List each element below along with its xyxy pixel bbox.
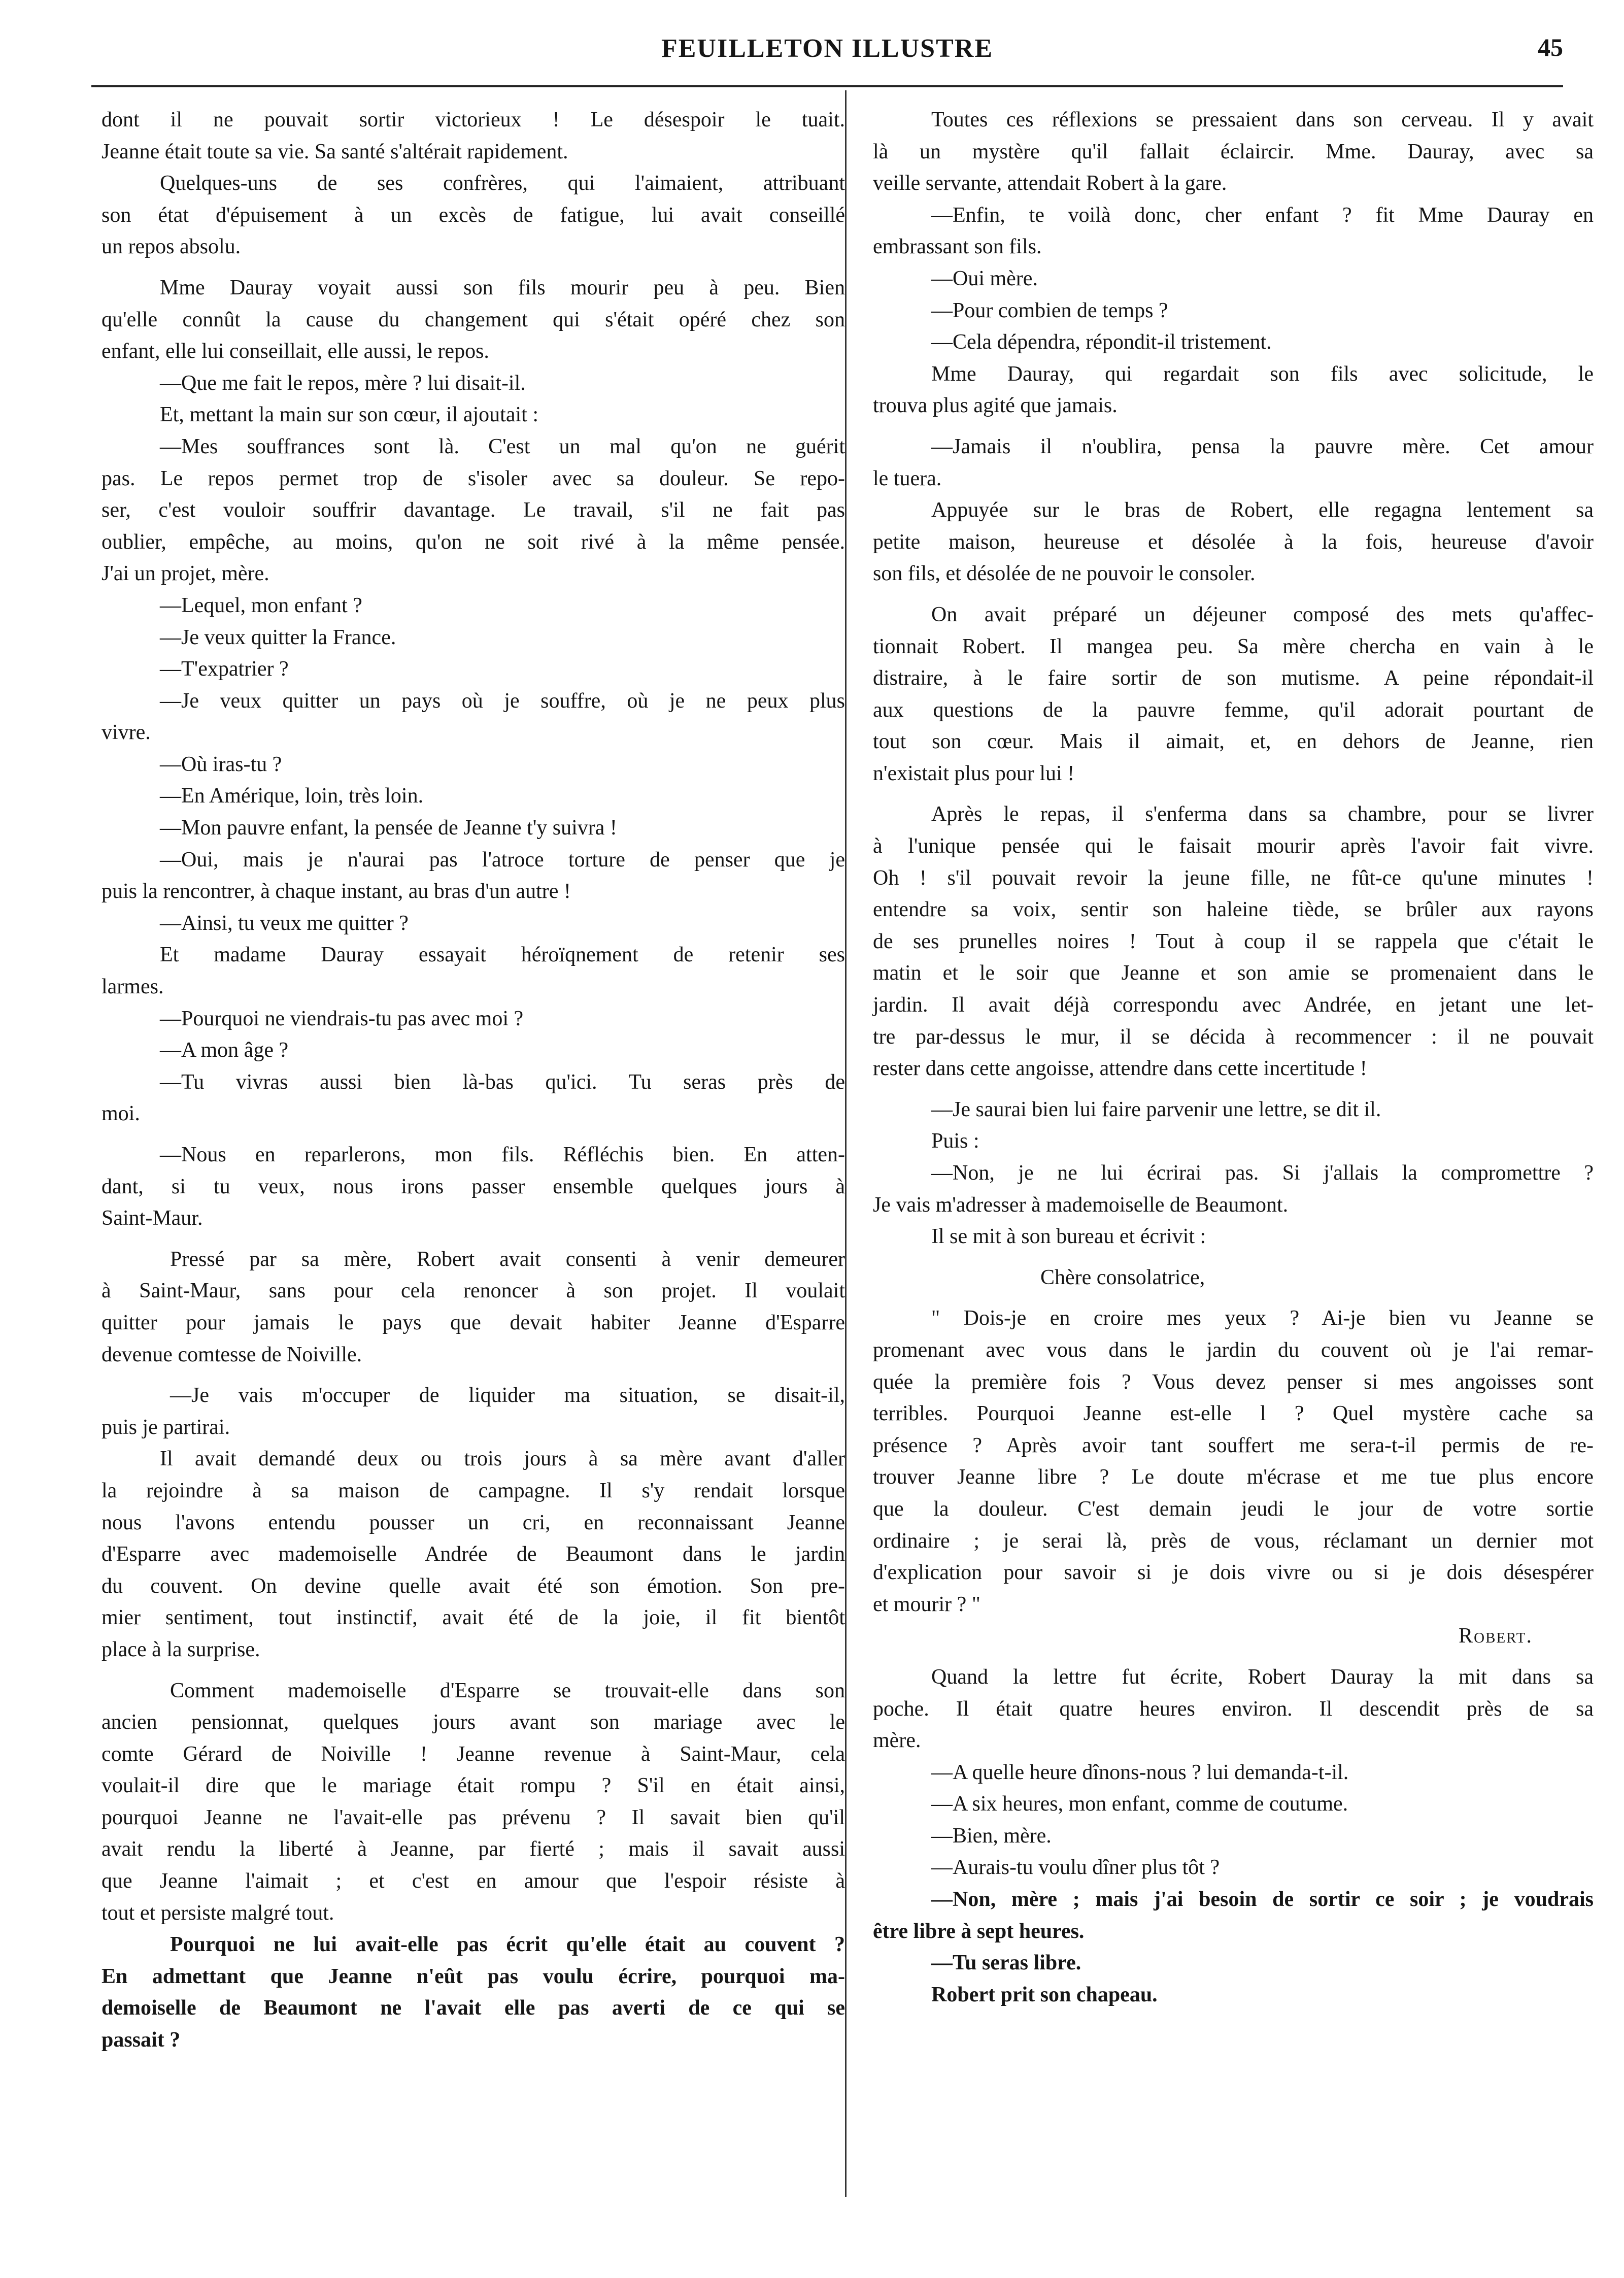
text-line: —Tu vivras aussi bien là-bas qu'ici. Tu seras près de (160, 1070, 845, 1094)
text-line: —Pour combien de temps ? (931, 298, 1168, 322)
header-rule (91, 85, 1563, 87)
text-line: du couvent. On devine quelle avait été son émotion. Son pre- (101, 1574, 845, 1598)
text-line: Je vais m'adresser à mademoiselle de Beaumont. (873, 1193, 1289, 1217)
text-line: —Où iras-tu ? (160, 752, 282, 776)
text-line: place à la surprise. (101, 1637, 260, 1661)
text-line: tre par-dessus le mur, il se décida à recommencer : il ne pouvait (873, 1025, 1594, 1049)
text-line: entendre sa voix, sentir son haleine tiède, se brûler aux rayons (873, 898, 1594, 922)
right-column (873, 104, 1594, 2011)
page-header (91, 29, 1563, 75)
text-line: quitter pour jamais le pays que devait habiter Jeanne d'Esparre (101, 1311, 845, 1334)
text-line: terribles. Pourquoi Jeanne est-elle l ? Quel mystère cache sa (873, 1402, 1594, 1426)
text-line: —Je veux quitter un pays où je souffre, où je ne peux plus (160, 689, 845, 713)
text-line: veille servante, attendait Robert à la gare. (873, 172, 1227, 195)
text-line: dont il ne pouvait sortir victorieux ! Le désespoir le tuait. (101, 108, 845, 131)
letter-signature: Robert. (1459, 1624, 1533, 1648)
text-line: jardin. Il avait déjà correspondu avec Andrée, en jetant une let- (873, 993, 1594, 1017)
text-line: tout et persiste malgré tout. (101, 1901, 334, 1925)
text-line: un repos absolu. (101, 235, 241, 259)
text-line: que la douleur. C'est demain jeudi le jour de votre sortie (873, 1497, 1594, 1521)
text-line: Robert prit son chapeau. (931, 1983, 1158, 2006)
text-line: Mme Dauray, qui regardait son fils avec solicitude, le (931, 362, 1594, 386)
text-line: —Je veux quitter la France. (160, 625, 396, 649)
text-line: demoiselle de Beaumont ne l'avait elle pas averti de ce qui se (101, 1996, 845, 2020)
text-line: et mourir ? " (873, 1592, 980, 1616)
text-line: —Lequel, mon enfant ? (160, 593, 362, 617)
text-line: —T'expatrier ? (160, 657, 289, 681)
text-line: —Non, mère ; mais j'ai besoin de sortir ce soir ; je voudrais (931, 1888, 1594, 1912)
text-line: que Jeanne l'aimait ; et c'est en amour que l'espoir résiste à (101, 1869, 845, 1893)
text-line: ordinaire ; je serai là, près de vous, réclamant un dernier mot (873, 1529, 1594, 1553)
text-line: —Oui, mais je n'aurai pas l'atroce torture de penser que je (160, 848, 845, 872)
text-line: matin et le soir que Jeanne et son amie se promenaient dans le (873, 961, 1594, 985)
text-line: pas. Le repos permet trop de s'isoler avec sa douleur. Se repo- (101, 466, 845, 490)
text-line: d'Esparre avec mademoiselle Andrée de Beaumont dans le jardin (101, 1543, 845, 1566)
text-line: de ses prunelles noires ! Tout à coup il se rappela que c'était le (873, 929, 1594, 953)
text-line: vivre. (101, 721, 151, 745)
text-line: tionnait Robert. Il mangea peu. Sa mère chercha en vain à le (873, 634, 1594, 658)
text-line: —Aurais-tu voulu dîner plus tôt ? (931, 1856, 1220, 1880)
text-line: —A quelle heure dînons-nous ? lui demanda-t-il. (931, 1760, 1349, 1784)
text-line: n'existait plus pour lui ! (873, 761, 1075, 785)
text-line: Saint-Maur. (101, 1207, 203, 1230)
text-line: passait ? (101, 2028, 181, 2052)
text-line: —Que me fait le repos, mère ? lui disait-il. (160, 371, 526, 395)
text-line: distraire, à le faire sortir de son mutisme. A peine répondait-il (873, 666, 1594, 690)
text-line: Pourquoi ne lui avait-elle pas écrit qu'elle était au couvent ? (170, 1933, 845, 1957)
text-line: là un mystère qu'il fallait éclaircir. Mme. Dauray, avec sa (873, 140, 1594, 163)
text-line: pourquoi Jeanne ne l'avait-elle pas prévenu ? Il savait bien qu'il (101, 1805, 845, 1829)
text-line: —En Amérique, loin, très loin. (160, 784, 424, 808)
text-line: Il se mit à son bureau et écrivit : (931, 1225, 1206, 1249)
text-line: avait rendu la liberté à Jeanne, par fierté ; mais il savait aussi (101, 1837, 845, 1861)
text-line: Quand la lettre fut écrite, Robert Dauray la mit dans sa (931, 1665, 1594, 1689)
text-line: —Mon pauvre enfant, la pensée de Jeanne t'y suivra ! (160, 816, 617, 840)
text-line: —Jamais il n'oublira, pensa la pauvre mère. Cet amour (931, 434, 1594, 458)
text-line: —Je saurai bien lui faire parvenir une lettre, se dit il. (931, 1097, 1381, 1121)
text-line: —Mes souffrances sont là. C'est un mal qu'on ne guérit (160, 434, 845, 458)
text-line: le tuera. (873, 466, 942, 490)
text-line: On avait préparé un déjeuner composé des mets qu'affec- (931, 602, 1594, 626)
text-line: Et madame Dauray essayait héroïqnement de retenir ses (160, 943, 845, 967)
text-line: Oh ! s'il pouvait revoir la jeune fille, ne fût-ce qu'une minutes ! (873, 866, 1594, 890)
text-line: ser, c'est vouloir souffrir davantage. Le travail, s'il ne fait pas (101, 498, 845, 522)
text-line: Quelques-uns de ses confrères, qui l'aimaient, attribuant (160, 172, 845, 195)
text-line: —Je vais m'occuper de liquider ma situation, se disait-il, (170, 1384, 845, 1408)
text-line: —A mon âge ? (160, 1038, 289, 1062)
text-line: —A six heures, mon enfant, comme de coutume. (931, 1792, 1348, 1816)
text-line: oublier, empêche, au moins, qu'on ne soit rivé à la même pensée. (101, 530, 845, 554)
text-line: devenue comtesse de Noiville. (101, 1343, 362, 1366)
text-line: à Saint-Maur, sans pour cela renoncer à son projet. Il voulait (101, 1279, 845, 1303)
text-line: ancien pensionnat, quelques jours avant son mariage avec le (101, 1711, 845, 1734)
text-line: Jeanne était toute sa vie. Sa santé s'altérait rapidement. (101, 140, 568, 163)
text-line: rester dans cette angoisse, attendre dans cette incertitude ! (873, 1057, 1367, 1081)
text-line: —Non, je ne lui écrirai pas. Si j'allais la compromettre ? (931, 1161, 1594, 1185)
text-line: J'ai un projet, mère. (101, 562, 269, 586)
text-line: —Cela dépendra, répondit-il tristement. (931, 330, 1272, 354)
text-line: Puis : (931, 1129, 979, 1153)
text-line: voulait-il dire que le mariage était rompu ? S'il en était ainsi, (101, 1774, 845, 1798)
text-line: En admettant que Jeanne n'eût pas voulu écrire, pourquoi ma- (101, 1964, 845, 1988)
text-line: —Ainsi, tu veux me quitter ? (160, 911, 409, 935)
text-line: dant, si tu veux, nous irons passer ensemble quelques jours à (101, 1175, 845, 1198)
text-line: Pressé par sa mère, Robert avait consenti à venir demeurer (170, 1247, 845, 1271)
text-line: enfant, elle lui conseillait, elle aussi, le repos. (101, 340, 489, 363)
text-line: —Bien, mère. (931, 1824, 1052, 1848)
text-line: moi. (101, 1102, 140, 1126)
text-line: —Tu seras libre. (931, 1951, 1081, 1975)
text-line: Mme Dauray voyait aussi son fils mourir peu à peu. Bien (160, 276, 845, 299)
column-divider (845, 90, 847, 2197)
text-line: —Enfin, te voilà donc, cher enfant ? fit Mme Dauray en (931, 203, 1594, 227)
text-line: petite maison, heureuse et désolée à la fois, heureuse d'avoir (873, 530, 1594, 554)
page-number: 45 (1538, 33, 1563, 61)
text-line: être libre à sept heures. (873, 1919, 1085, 1943)
text-line: —Oui mère. (931, 266, 1038, 290)
text-line: présence ? Après avoir tant souffert me sera-t-il permis de re- (873, 1433, 1594, 1457)
text-line: puis je partirai. (101, 1415, 230, 1439)
text-line: poche. Il était quatre heures environ. Il descendit près de sa (873, 1697, 1594, 1721)
text-line: Et, mettant la main sur son cœur, il ajoutait : (160, 403, 538, 427)
text-line: quée la première fois ? Vous devez penser si mes angoisses sont (873, 1370, 1594, 1394)
text-line: trouver Jeanne libre ? Le doute m'écrase et me tue plus encore (873, 1465, 1594, 1489)
text-line: Toutes ces réflexions se pressaient dans son cerveau. Il y avait (931, 108, 1594, 131)
text-line: promenant avec vous dans le jardin du couvent où je l'ai remar- (873, 1338, 1594, 1362)
text-line: Après le repas, il s'enferma dans sa chambre, pour se livrer (931, 802, 1594, 826)
text-line: mère. (873, 1729, 921, 1753)
left-column (101, 104, 845, 2056)
text-line: à l'unique pensée qui le faisait mourir après l'avoir fait vivre. (873, 834, 1594, 858)
text-line: larmes. (101, 975, 164, 999)
letter-salutation: Chère consolatrice, (1040, 1265, 1205, 1289)
text-line: —Pourquoi ne viendrais-tu pas avec moi ? (160, 1007, 524, 1030)
text-line: qu'elle connût la cause du changement qui s'était opéré chez son (101, 308, 845, 331)
text-line: la rejoindre à sa maison de campagne. Il s'y rendait lorsque (101, 1479, 845, 1502)
text-line: mier sentiment, tout instinctif, avait été de la joie, il fit bientôt (101, 1606, 845, 1630)
text-line: Comment mademoiselle d'Esparre se trouvait-elle dans son (170, 1679, 845, 1702)
text-line: nous l'avons entendu pousser un cri, en reconnaissant Jeanne (101, 1511, 845, 1534)
text-line: son état d'épuisement à un excès de fatigue, lui avait conseillé (101, 203, 845, 227)
text-line: " Dois-je en croire mes yeux ? Ai-je bien vu Jeanne se (931, 1306, 1594, 1330)
text-line: Appuyée sur le bras de Robert, elle regagna lentement sa (931, 498, 1594, 522)
text-line: d'explication pour savoir si je dois vivre ou si je dois désespérer (873, 1561, 1594, 1585)
text-line: trouva plus agité que jamais. (873, 394, 1118, 418)
text-line: comte Gérard de Noiville ! Jeanne revenue à Saint-Maur, cela (101, 1742, 845, 1766)
text-line: son fils, et désolée de ne pouvoir le consoler. (873, 562, 1256, 586)
text-line: puis la rencontrer, à chaque instant, au bras d'un autre ! (101, 880, 571, 903)
text-line: embrassant son fils. (873, 235, 1042, 259)
text-line: aux questions de la pauvre femme, qu'il adorait pourtant de (873, 698, 1594, 722)
running-title: FEUILLETON ILLUSTRE (661, 34, 994, 63)
text-line: tout son cœur. Mais il aimait, et, en dehors de Jeanne, rien (873, 730, 1594, 754)
text-line: Il avait demandé deux ou trois jours à sa mère avant d'aller (160, 1447, 845, 1471)
text-line: —Nous en reparlerons, mon fils. Réfléchis bien. En atten- (160, 1143, 845, 1166)
